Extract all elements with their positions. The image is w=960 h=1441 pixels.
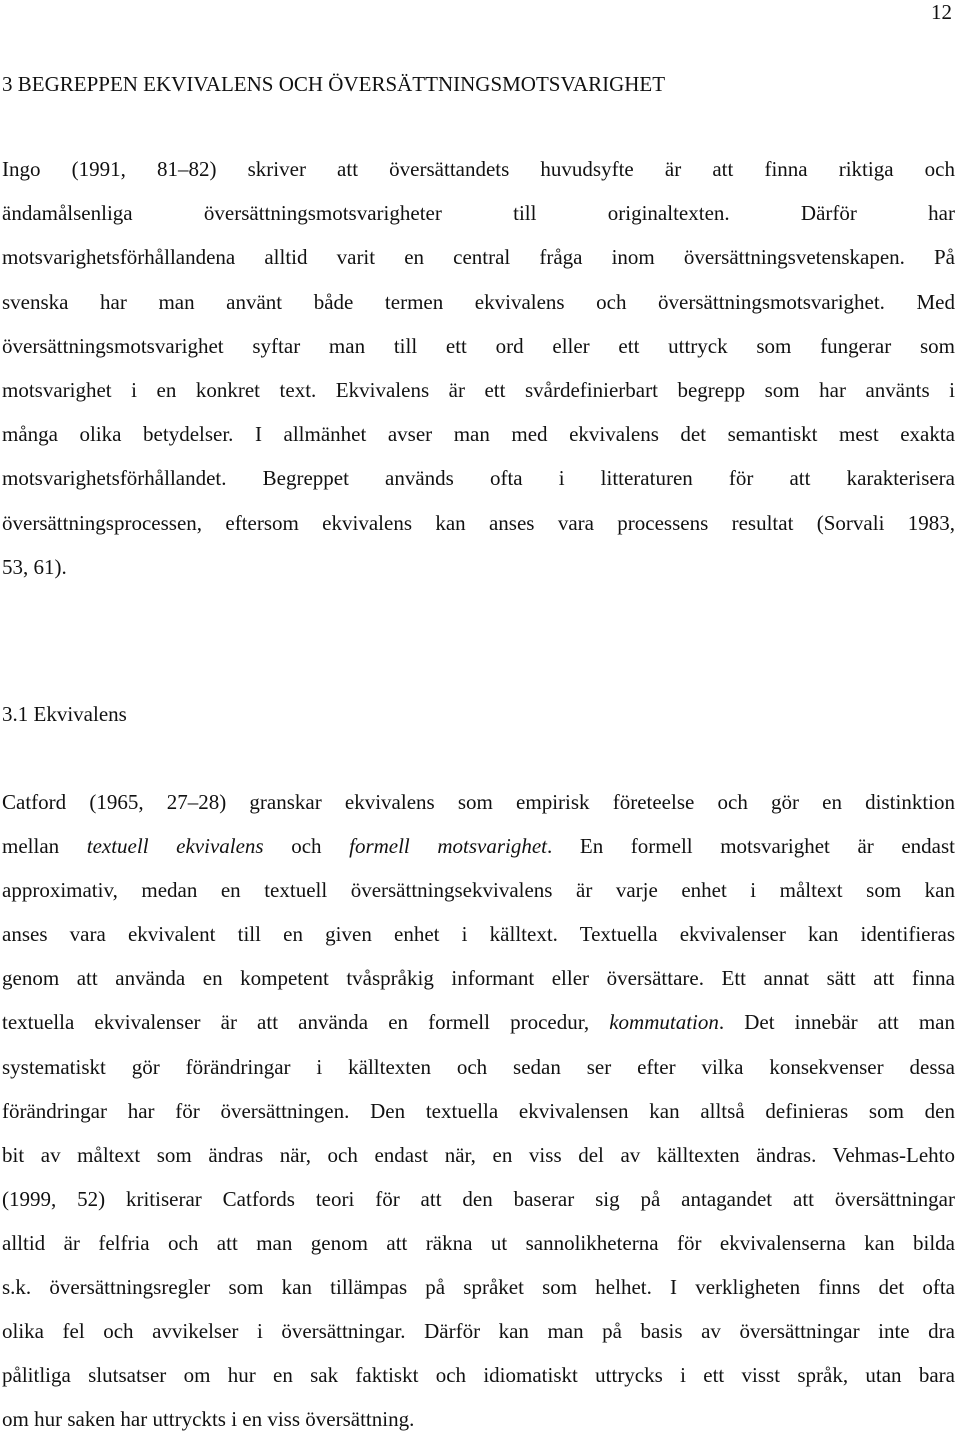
paragraph-line: motsvarighet i en konkret text. Ekvivalens är ett svårdefinierbart begrepp som har använts i	[2, 378, 955, 403]
paragraph-line: motsvarighetsförhållandet. Begreppet används ofta i litteraturen för att karakterisera	[2, 466, 955, 491]
section-paragraph	[2, 147, 955, 589]
paragraph-line: alltid är felfria och att man genom att räkna ut sannolikheterna för ekvivalenserna kan bilda	[2, 1230, 955, 1255]
italic-term-textual-equivalence: textuell ekvivalens	[86, 834, 264, 859]
paragraph-line: ändamålsenliga översättningsmotsvarigheter till originaltexten. Därför har	[2, 201, 955, 226]
text-run: textuella ekvivalenser är att använda en formell procedur,	[2, 1010, 610, 1035]
paragraph-line: 53, 61).	[2, 554, 67, 579]
paragraph-line: approximativ, medan en textuell översättningsekvivalens är varje enhet i måltext som kan	[2, 878, 955, 903]
text-run: mellan	[2, 834, 87, 859]
paragraph-line	[2, 824, 955, 868]
paragraph-line: systematiskt gör förändringar i källtexten och sedan ser efter vilka konsekvenser dessa	[2, 1054, 955, 1079]
paragraph-line: svenska har man använt både termen ekvivalens och översättningsmotsvarighet. Med	[2, 289, 955, 314]
subsection-heading: 3.1 Ekvivalens	[2, 702, 127, 726]
paragraph-line	[2, 1000, 955, 1044]
paragraph-line: många olika betydelser. I allmänhet avser man med ekvivalens det semantiskt mest exakta	[2, 422, 955, 447]
paragraph-line: olika fel och avvikelser i översättningar. Därför kan man på basis av översättningar inte dra	[2, 1319, 955, 1344]
paragraph-line: Catford (1965, 27–28) granskar ekvivalens som empirisk företeelse och gör en distinktion	[2, 790, 955, 814]
paragraph-line: om hur saken har uttryckts i en viss översättning.	[2, 1407, 415, 1432]
paragraph-line: översättningsmotsvarighet syftar man till ett ord eller ett uttryck som fungerar som	[2, 333, 955, 358]
text-run: och	[263, 834, 350, 859]
paragraph-line: genom att använda en kompetent tvåspråkig informant eller översättare. Ett annat sätt att finna	[2, 966, 955, 991]
paragraph-line: Ingo (1991, 81–82) skriver att översättandets huvudsyfte är att finna riktiga och	[2, 157, 955, 181]
subsection-paragraph	[2, 780, 955, 1441]
paragraph-line: översättningsprocessen, eftersom ekvivalens kan anses vara processens resultat (Sorvali 1983,	[2, 510, 955, 535]
italic-term-formal-correspondence: formell motsvarighet	[349, 834, 548, 859]
section-heading: 3 BEGREPPEN EKVIVALENS OCH ÖVERSÄTTNINGSMOTSVARIGHET	[2, 72, 666, 96]
text-run: . Det innebär att man	[718, 1010, 955, 1035]
text-run: . En formell motsvarighet är endast	[547, 834, 955, 859]
paragraph-line: anses vara ekvivalent till en given enhet i källtext. Textuella ekvivalenser kan identifieras	[2, 922, 955, 947]
italic-term-commutation: kommutation	[609, 1010, 719, 1035]
paragraph-line: bit av måltext som ändras när, och endast när, en viss del av källtexten ändras. Vehmas-Lehto	[2, 1142, 955, 1167]
paragraph-line: motsvarighetsförhållandena alltid varit en central fråga inom översättningsvetenskapen. På	[2, 245, 955, 270]
paragraph-line: s.k. översättningsregler som kan tillämpas på språket som helhet. I verkligheten finns det ofta	[2, 1275, 955, 1300]
paragraph-line: (1999, 52) kritiserar Catfords teori för att den baserar sig på antagandet att översättningar	[2, 1186, 955, 1211]
page-number: 12	[931, 0, 952, 24]
paragraph-line: förändringar har för översättningen. Den textuella ekvivalensen kan alltså definieras som den	[2, 1098, 955, 1123]
paragraph-line: pålitliga slutsatser om hur en sak faktiskt och idiomatiskt uttrycks i ett visst språk, utan bara	[2, 1363, 955, 1388]
